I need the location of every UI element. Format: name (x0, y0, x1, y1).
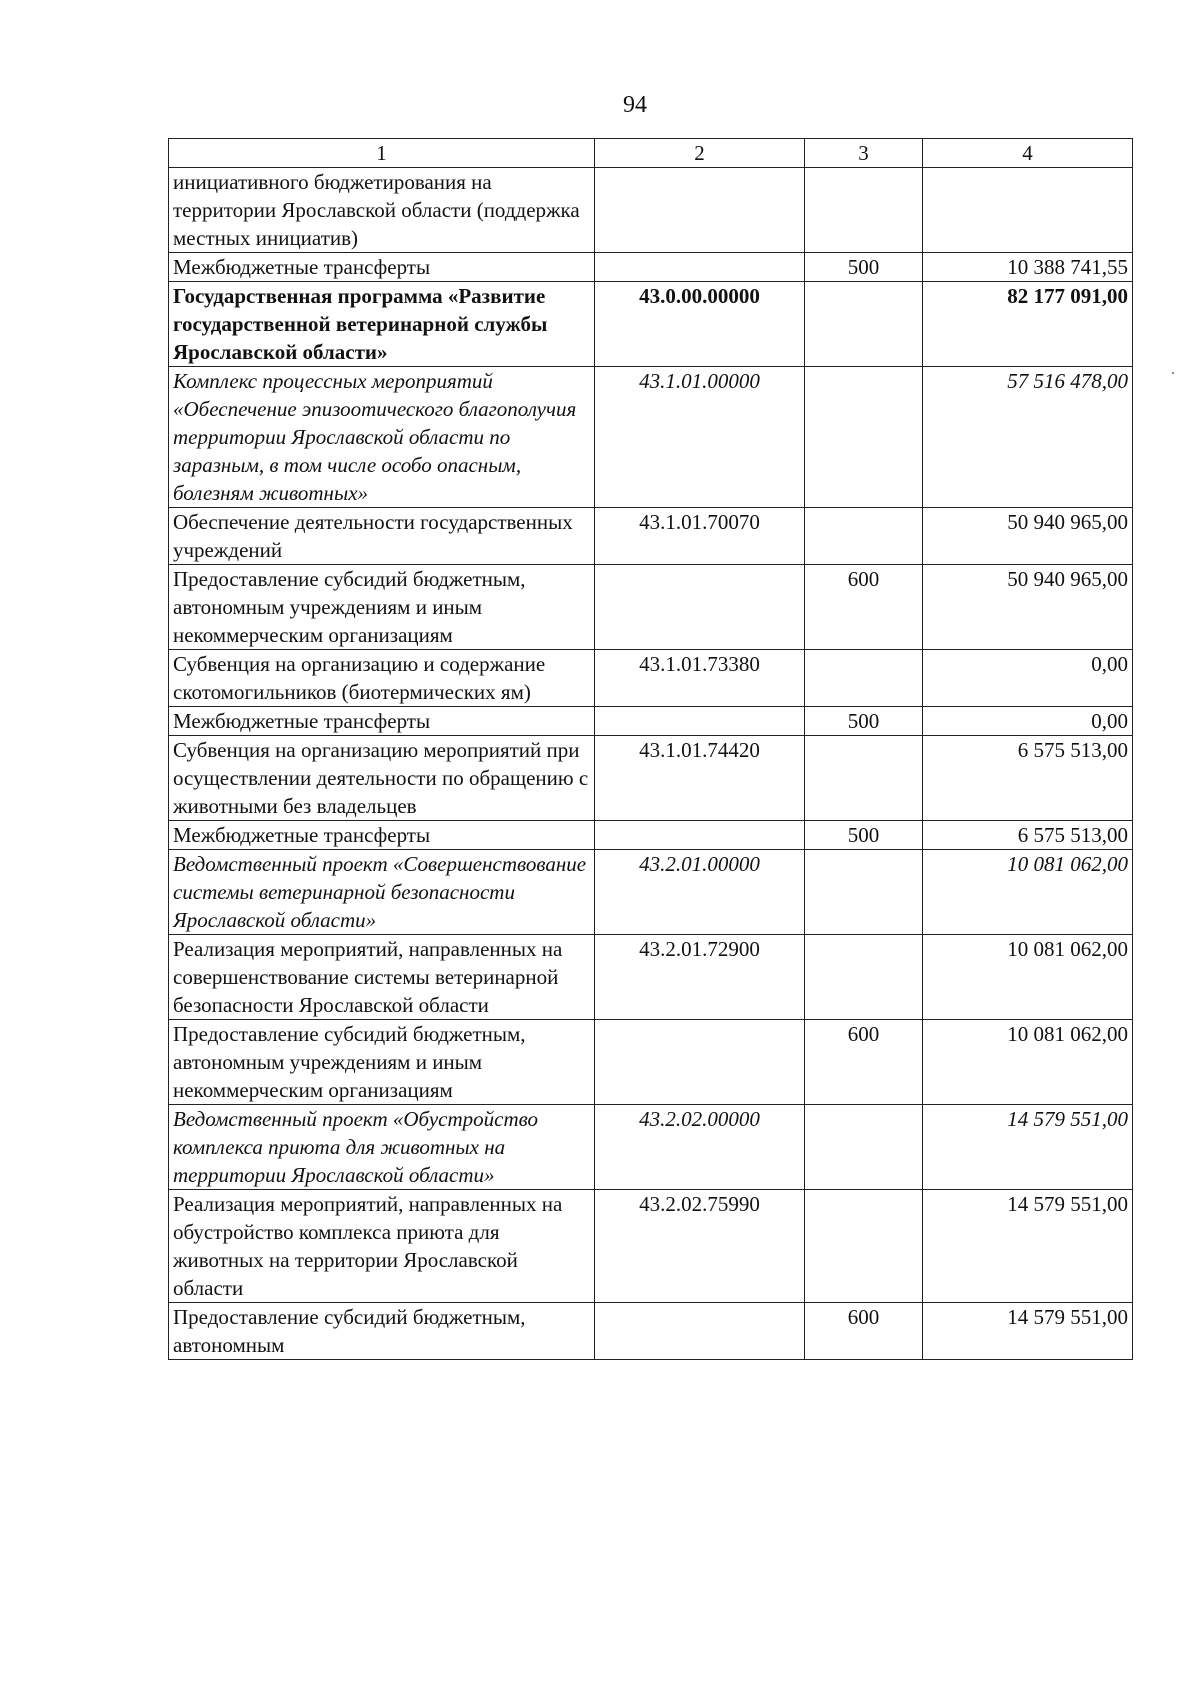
row-type-cell: 600 (805, 1303, 923, 1360)
table-header-row (169, 139, 1133, 168)
table-row (169, 736, 1133, 821)
row-type-cell (805, 650, 923, 707)
row-code-cell: 43.1.01.73380 (595, 650, 805, 707)
row-amount-cell: 14 579 551,00 (923, 1190, 1133, 1303)
table-row (169, 168, 1133, 253)
row-type-cell (805, 1105, 923, 1190)
row-amount-cell: 50 940 965,00 (923, 508, 1133, 565)
row-type-cell: 600 (805, 565, 923, 650)
row-name-cell: инициативного бюджетирования на территории Ярославской области (поддержка местных инициатив) (169, 168, 595, 253)
row-amount-cell: 6 575 513,00 (923, 821, 1133, 850)
table-row (169, 253, 1133, 282)
row-code-cell: 43.1.01.74420 (595, 736, 805, 821)
table-row (169, 1105, 1133, 1190)
row-name-cell: Реализация мероприятий, направленных на совершенствование системы ветеринарной безопасности Ярославской области (169, 935, 595, 1020)
row-name-cell: Комплекс процессных мероприятий «Обеспечение эпизоотического благополучия территории Ярославской области по заразным, в том числе особо опасным, болезням животных» (169, 367, 595, 508)
table-row (169, 367, 1133, 508)
row-name-cell: Предоставление субсидий бюджетным, автономным (169, 1303, 595, 1360)
table-row (169, 1190, 1133, 1303)
row-type-cell: 500 (805, 821, 923, 850)
row-type-cell: 600 (805, 1020, 923, 1105)
table-row (169, 508, 1133, 565)
table-row (169, 282, 1133, 367)
table-row (169, 1303, 1133, 1360)
row-name-cell: Реализация мероприятий, направленных на обустройство комплекса приюта для животных на территории Ярославской области (169, 1190, 595, 1303)
row-amount-cell: 14 579 551,00 (923, 1105, 1133, 1190)
row-amount-cell: 0,00 (923, 707, 1133, 736)
table-row (169, 850, 1133, 935)
row-name-cell: Предоставление субсидий бюджетным, автономным учреждениям и иным некоммерческим организациям (169, 565, 595, 650)
row-type-cell (805, 935, 923, 1020)
row-amount-cell: 10 388 741,55 (923, 253, 1133, 282)
row-name-cell: Межбюджетные трансферты (169, 821, 595, 850)
table-row (169, 707, 1133, 736)
header-col-4: 4 (923, 139, 1133, 168)
row-amount-cell: 57 516 478,00 (923, 367, 1133, 508)
table-body (169, 139, 1133, 1360)
row-code-cell (595, 565, 805, 650)
row-type-cell (805, 282, 923, 367)
row-type-cell (805, 736, 923, 821)
row-amount-cell: 10 081 062,00 (923, 935, 1133, 1020)
row-amount-cell: 10 081 062,00 (923, 1020, 1133, 1105)
budget-table (168, 138, 1133, 1360)
table-row (169, 1020, 1133, 1105)
row-code-cell (595, 707, 805, 736)
table-row (169, 650, 1133, 707)
scan-speck (1172, 372, 1174, 374)
row-name-cell: Межбюджетные трансферты (169, 253, 595, 282)
row-amount-cell: 14 579 551,00 (923, 1303, 1133, 1360)
row-type-cell (805, 168, 923, 253)
row-type-cell (805, 850, 923, 935)
row-amount-cell: 0,00 (923, 650, 1133, 707)
header-col-2: 2 (595, 139, 805, 168)
row-type-cell (805, 367, 923, 508)
row-type-cell: 500 (805, 707, 923, 736)
row-amount-cell: 50 940 965,00 (923, 565, 1133, 650)
row-name-cell: Предоставление субсидий бюджетным, автономным учреждениям и иным некоммерческим организациям (169, 1020, 595, 1105)
row-code-cell (595, 1020, 805, 1105)
row-code-cell (595, 1303, 805, 1360)
row-code-cell: 43.2.01.72900 (595, 935, 805, 1020)
row-name-cell: Ведомственный проект «Совершенствование системы ветеринарной безопасности Ярославской области» (169, 850, 595, 935)
row-code-cell (595, 168, 805, 253)
row-code-cell: 43.1.01.00000 (595, 367, 805, 508)
row-amount-cell: 82 177 091,00 (923, 282, 1133, 367)
row-code-cell: 43.2.02.00000 (595, 1105, 805, 1190)
row-code-cell: 43.2.02.75990 (595, 1190, 805, 1303)
page-number: 94 (623, 92, 647, 118)
row-name-cell: Субвенция на организацию и содержание скотомогильников (биотермических ям) (169, 650, 595, 707)
row-amount-cell (923, 168, 1133, 253)
row-code-cell (595, 253, 805, 282)
row-amount-cell: 10 081 062,00 (923, 850, 1133, 935)
row-name-cell: Ведомственный проект «Обустройство комплекса приюта для животных на территории Ярославской области» (169, 1105, 595, 1190)
row-name-cell: Субвенция на организацию мероприятий при осуществлении деятельности по обращению с животными без владельцев (169, 736, 595, 821)
row-code-cell (595, 821, 805, 850)
row-type-cell: 500 (805, 253, 923, 282)
row-name-cell: Межбюджетные трансферты (169, 707, 595, 736)
row-code-cell: 43.1.01.70070 (595, 508, 805, 565)
row-name-cell: Государственная программа «Развитие государственной ветеринарной службы Ярославской области» (169, 282, 595, 367)
row-amount-cell: 6 575 513,00 (923, 736, 1133, 821)
row-code-cell: 43.0.00.00000 (595, 282, 805, 367)
header-col-3: 3 (805, 139, 923, 168)
table-row (169, 821, 1133, 850)
row-type-cell (805, 508, 923, 565)
row-name-cell: Обеспечение деятельности государственных учреждений (169, 508, 595, 565)
table-row (169, 935, 1133, 1020)
table-row (169, 565, 1133, 650)
row-type-cell (805, 1190, 923, 1303)
header-col-1: 1 (169, 139, 595, 168)
row-code-cell: 43.2.01.00000 (595, 850, 805, 935)
